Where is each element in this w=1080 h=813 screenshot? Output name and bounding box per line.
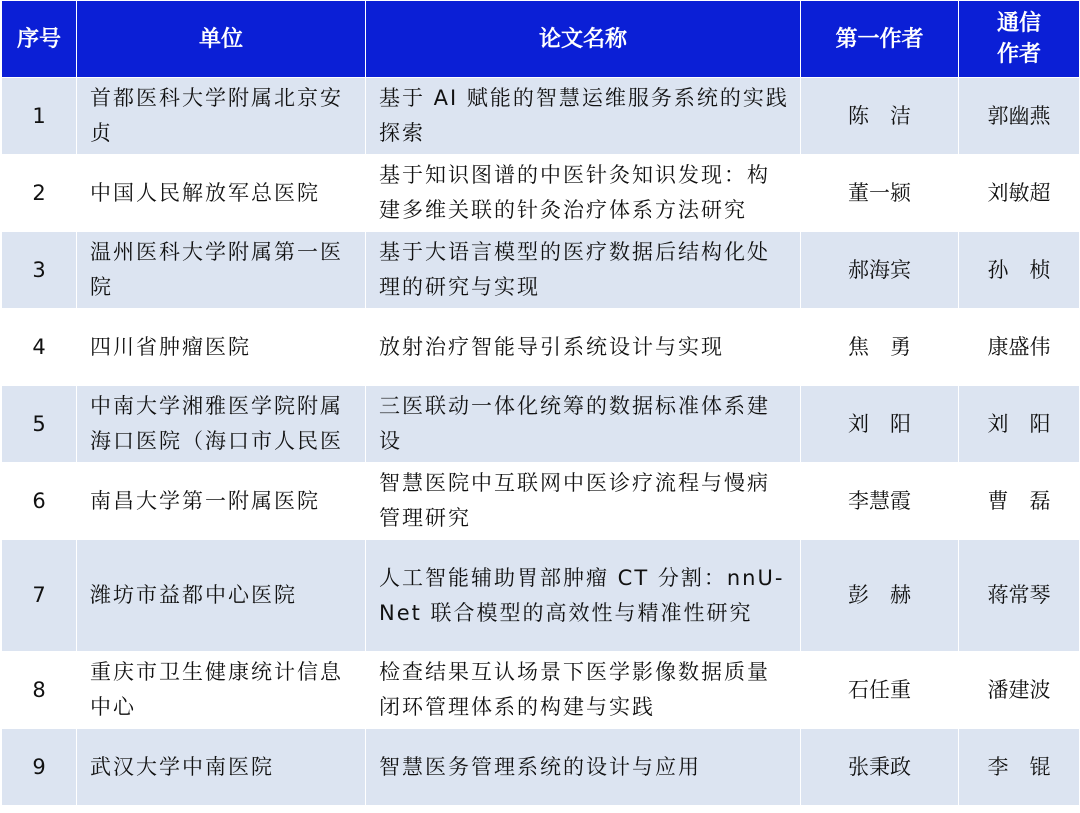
cell-title [366, 155, 801, 232]
cell-unit [77, 78, 366, 155]
cell-first-author: 焦 勇 [801, 309, 959, 386]
table-header [2, 1, 1080, 78]
cell-unit-text: 潍坊市益都中心医院 [90, 583, 297, 607]
cell-unit [77, 232, 366, 309]
cell-unit-text: 南昌大学第一附属医院 [90, 488, 320, 513]
table-body [2, 78, 1080, 806]
table-row [2, 652, 1080, 729]
cell-title [366, 729, 801, 806]
table-row [2, 232, 1080, 309]
cell-unit [77, 652, 366, 729]
cell-title [366, 78, 801, 155]
cell-first-author: 郝海宾 [801, 232, 959, 309]
cell-unit [77, 309, 366, 386]
cell-no: 3 [2, 232, 77, 309]
cell-corresponding-author: 孙 桢 [959, 232, 1080, 309]
cell-title [366, 463, 801, 540]
cell-first-author: 董一颍 [801, 155, 959, 232]
cell-no: 6 [2, 463, 77, 540]
cell-title-text: 三医联动一体化统筹的数据标准体系建设 [379, 394, 770, 453]
header-no: 序号 [2, 1, 77, 78]
cell-no: 7 [2, 540, 77, 652]
cell-unit-text: 四川省肿瘤医院 [90, 334, 251, 359]
table-row [2, 78, 1080, 155]
cell-no: 8 [2, 652, 77, 729]
cell-unit [77, 729, 366, 806]
cell-first-author: 刘 阳 [801, 386, 959, 463]
cell-unit [77, 386, 366, 463]
cell-corresponding-author: 蒋常琴 [959, 540, 1080, 652]
cell-unit [77, 463, 366, 540]
cell-unit-text: 重庆市卫生健康统计信息中心 [90, 660, 343, 719]
table-row [2, 309, 1080, 386]
cell-first-author: 彭 赫 [801, 540, 959, 652]
table-row [2, 386, 1080, 463]
cell-title-text: 检查结果互认场景下医学影像数据质量闭环管理体系的构建与实践 [379, 660, 770, 719]
cell-no: 5 [2, 386, 77, 463]
cell-unit-text: 武汉大学中南医院 [90, 754, 274, 779]
cell-title [366, 540, 801, 652]
cell-unit [77, 540, 366, 652]
cell-first-author: 陈 洁 [801, 78, 959, 155]
table-row [2, 463, 1080, 540]
cell-no: 1 [2, 78, 77, 155]
table-row [2, 729, 1080, 806]
cell-corresponding-author: 康盛伟 [959, 309, 1080, 386]
cell-title-text: 智慧医务管理系统的设计与应用 [379, 754, 701, 779]
table-row [2, 155, 1080, 232]
cell-unit-text: 首都医科大学附属北京安贞 [90, 86, 343, 145]
header-row [2, 1, 1080, 78]
cell-corresponding-author: 刘 阳 [959, 386, 1080, 463]
header-unit: 单位 [77, 1, 366, 78]
header-corresponding-author-text: 通信作者 [996, 11, 1041, 67]
cell-title-text: 基于大语言模型的医疗数据后结构化处理的研究与实现 [379, 240, 770, 299]
cell-title-text: 人工智能辅助胃部肿瘤 CT 分割：nnU-Net 联合模型的高效性与精准性研究 [379, 565, 785, 625]
cell-corresponding-author: 郭幽燕 [959, 78, 1080, 155]
cell-title-text: 智慧医院中互联网中医诊疗流程与慢病管理研究 [379, 471, 770, 530]
cell-no: 4 [2, 309, 77, 386]
cell-title [366, 232, 801, 309]
cell-title [366, 652, 801, 729]
paper-list-table [1, 0, 1080, 806]
cell-unit-text: 中南大学湘雅医学院附属海口医院（海口市人民医 [90, 394, 343, 453]
cell-unit [77, 155, 366, 232]
cell-corresponding-author: 李 锟 [959, 729, 1080, 806]
cell-no: 9 [2, 729, 77, 806]
table-row [2, 540, 1080, 652]
cell-no: 2 [2, 155, 77, 232]
header-title: 论文名称 [366, 1, 801, 78]
cell-title [366, 309, 801, 386]
cell-title-text: 基于知识图谱的中医针灸知识发现：构建多维关联的针灸治疗体系方法研究 [379, 163, 770, 222]
cell-corresponding-author: 潘建波 [959, 652, 1080, 729]
header-first-author: 第一作者 [801, 1, 959, 78]
cell-title-text: 基于 AI 赋能的智慧运维服务系统的实践探索 [379, 86, 789, 145]
cell-first-author: 石任重 [801, 652, 959, 729]
cell-first-author: 张秉政 [801, 729, 959, 806]
cell-first-author: 李慧霞 [801, 463, 959, 540]
header-corresponding-author [959, 1, 1080, 78]
cell-corresponding-author: 曹 磊 [959, 463, 1080, 540]
cell-unit-text: 温州医科大学附属第一医院 [90, 240, 343, 299]
cell-title-text: 放射治疗智能导引系统设计与实现 [379, 334, 724, 359]
cell-corresponding-author: 刘敏超 [959, 155, 1080, 232]
cell-unit-text: 中国人民解放军总医院 [90, 180, 320, 205]
cell-title [366, 386, 801, 463]
